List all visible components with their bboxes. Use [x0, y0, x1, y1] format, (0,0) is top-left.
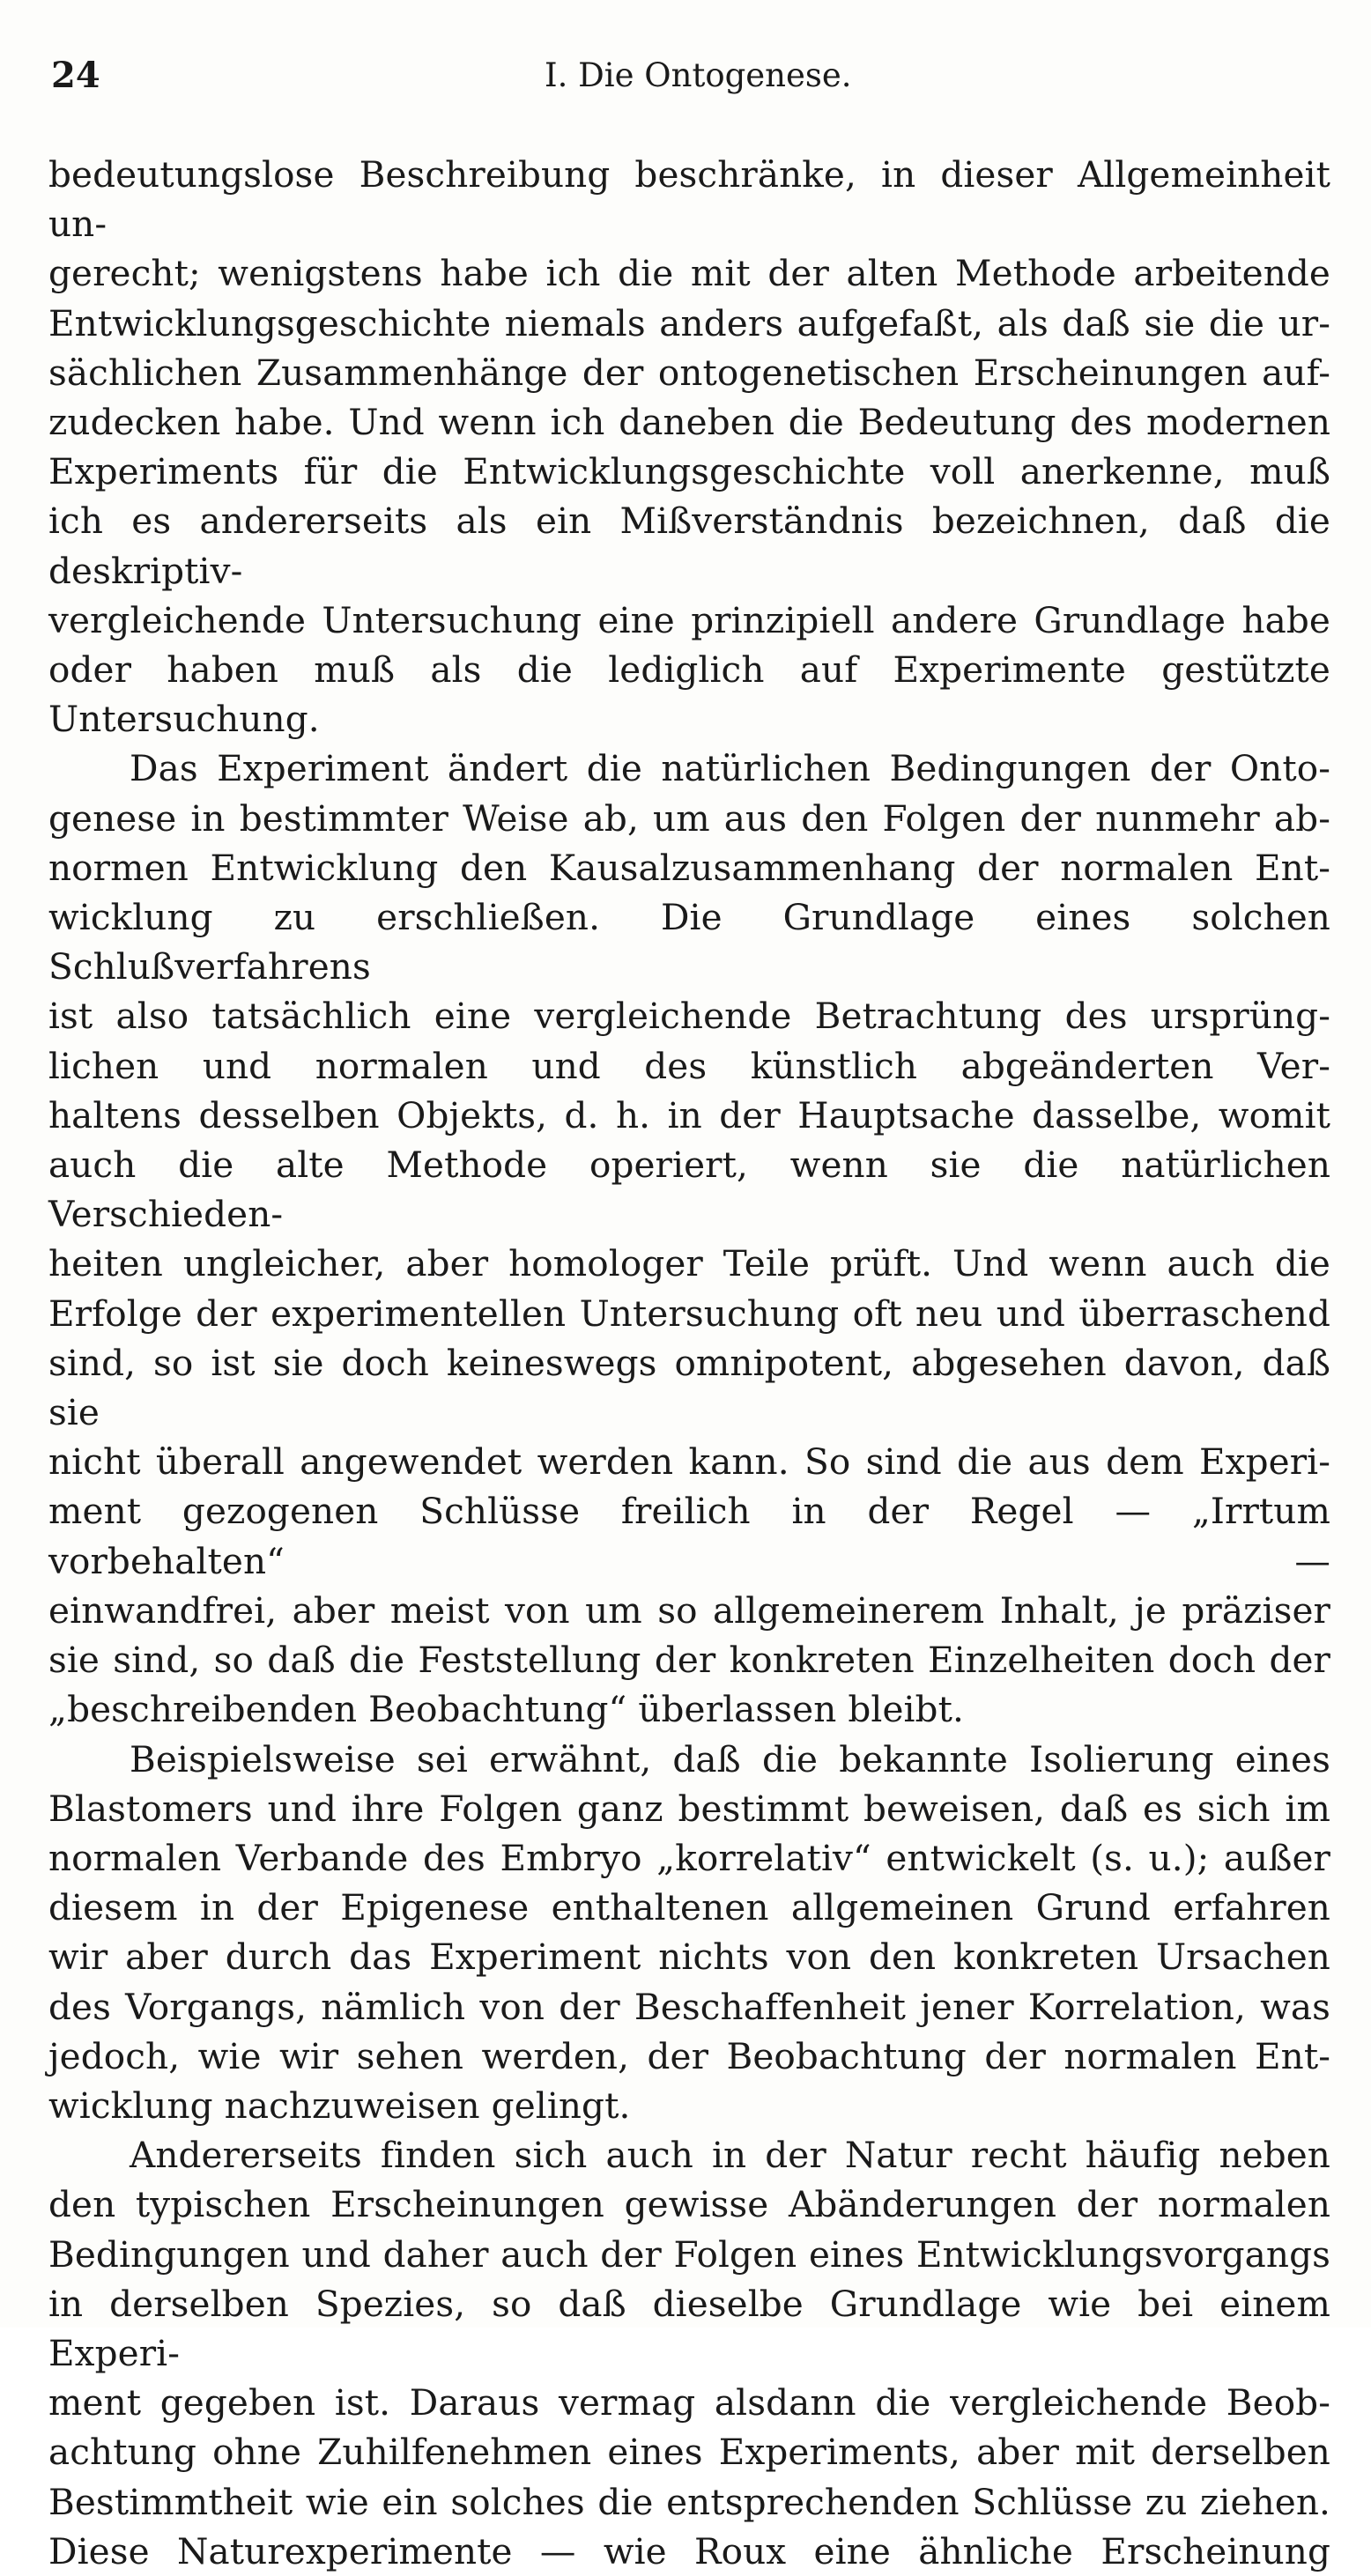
text-line: sächlichen Zusammenhänge der ontogenetischen Erscheinungen auf-	[48, 351, 1330, 394]
text-line: wicklung zu erschließen. Die Grundlage eines solchen Schlußverfahrens	[48, 896, 1330, 988]
page-number: 24	[51, 55, 100, 96]
text-line: ich es andererseits als ein Mißverständnis bezeichnen, daß die deskriptiv-	[48, 500, 1330, 592]
page-header	[51, 55, 1309, 99]
running-head: I. Die Ontogenese.	[545, 56, 852, 94]
text-line: wicklung nachzuweisen gelingt.	[48, 2084, 631, 2127]
text-line: heiten ungleicher, aber homologer Teile prüft. Und wenn auch die	[48, 1242, 1330, 1285]
text-line: lichen und normalen und des künstlich abgeänderten Ver-	[48, 1044, 1330, 1087]
text-line: auch die alte Methode operiert, wenn sie die natürlichen Verschieden-	[48, 1144, 1330, 1236]
text-line: Beispielsweise sei erwähnt, daß die bekannte Isolierung eines	[130, 1737, 1330, 1780]
text-line: Blastomers und ihre Folgen ganz bestimmt beweisen, daß es sich im	[48, 1787, 1330, 1830]
text-line: jedoch, wie wir sehen werden, der Beobachtung der normalen Ent-	[48, 2034, 1330, 2077]
text-line: einwandfrei, aber meist von um so allgemeinerem Inhalt, je präziser	[48, 1588, 1330, 1632]
text-line: zudecken habe. Und wenn ich daneben die Bedeutung des modernen	[48, 401, 1330, 444]
text-line: „beschreibenden Beobachtung“ überlassen bleibt.	[48, 1688, 964, 1731]
text-line: Bedingungen und daher auch der Folgen eines Entwicklungsvorgangs	[48, 2232, 1330, 2276]
text-line: ment gezogenen Schlüsse freilich in der Regel — „Irrtum vorbehalten“ —	[48, 1490, 1330, 1582]
text-line: bedeutungslose Beschreibung beschränke, in dieser Allgemeinheit un-	[48, 153, 1330, 246]
text-line: ist also tatsächlich eine vergleichende Betrachtung des ursprüng-	[48, 995, 1330, 1038]
text-line: haltens desselben Objekts, d. h. in der Hauptsache dasselbe, womit	[48, 1093, 1330, 1136]
text-line: diesem in der Epigenese enthaltenen allgemeinen Grund erfahren	[48, 1886, 1330, 1929]
text-line: sie sind, so daß die Feststellung der konkreten Einzelheiten doch der	[48, 1639, 1330, 1682]
text-line: den typischen Erscheinungen gewisse Abänderungen der normalen	[48, 2183, 1330, 2226]
text-line: ment gegeben ist. Daraus vermag alsdann die vergleichende Beob-	[48, 2381, 1330, 2424]
text-line: achtung ohne Zuhilfenehmen eines Experiments, aber mit derselben	[48, 2431, 1330, 2474]
text-line: Erfolge der experimentellen Untersuchung oft neu und überraschend	[48, 1292, 1330, 1335]
text-line: gerecht; wenigstens habe ich die mit der alten Methode arbeitende	[48, 252, 1330, 295]
text-line: nicht überall angewendet werden kann. So sind die aus dem Experi-	[48, 1440, 1330, 1484]
text-line: Das Experiment ändert die natürlichen Bedingungen der Onto-	[130, 747, 1330, 790]
text-line: oder haben muß als die lediglich auf Experimente gestützte Untersuchung.	[48, 648, 1330, 741]
text-line: vergleichende Untersuchung eine prinzipiell andere Grundlage habe	[48, 598, 1330, 641]
text-line: Diese Naturexperimente — wie Roux eine ähnliche Erscheinung	[48, 2529, 1330, 2572]
text-line: des Vorgangs, nämlich von der Beschaffenheit jener Korrelation, was	[48, 1985, 1330, 2028]
text-line: genese in bestimmter Weise ab, um aus den Folgen der nunmehr ab-	[48, 796, 1330, 840]
text-line: sind, so ist sie doch keineswegs omnipotent, abgesehen davon, daß sie	[48, 1341, 1330, 1434]
text-line: Experiments für die Entwicklungsgeschichte voll anerkenne, muß	[48, 450, 1330, 493]
body-text	[48, 150, 1330, 2576]
text-line: in derselben Spezies, so daß dieselbe Grundlage wie bei einem Experi-	[48, 2282, 1330, 2374]
text-line: Bestimmtheit wie ein solches die entsprechenden Schlüsse zu ziehen.	[48, 2480, 1330, 2523]
text-line: normen Entwicklung den Kausalzusammenhang der normalen Ent-	[48, 846, 1330, 889]
text-line: Andererseits finden sich auch in der Natur recht häufig neben	[130, 2134, 1330, 2177]
text-line: Entwicklungsgeschichte niemals anders aufgefaßt, als daß sie die ur-	[48, 301, 1330, 344]
text-line: wir aber durch das Experiment nichts von den konkreten Ursachen	[48, 1936, 1330, 1979]
text-line: normalen Verbande des Embryo „korrelativ“ entwickelt (s. u.); außer	[48, 1836, 1330, 1879]
